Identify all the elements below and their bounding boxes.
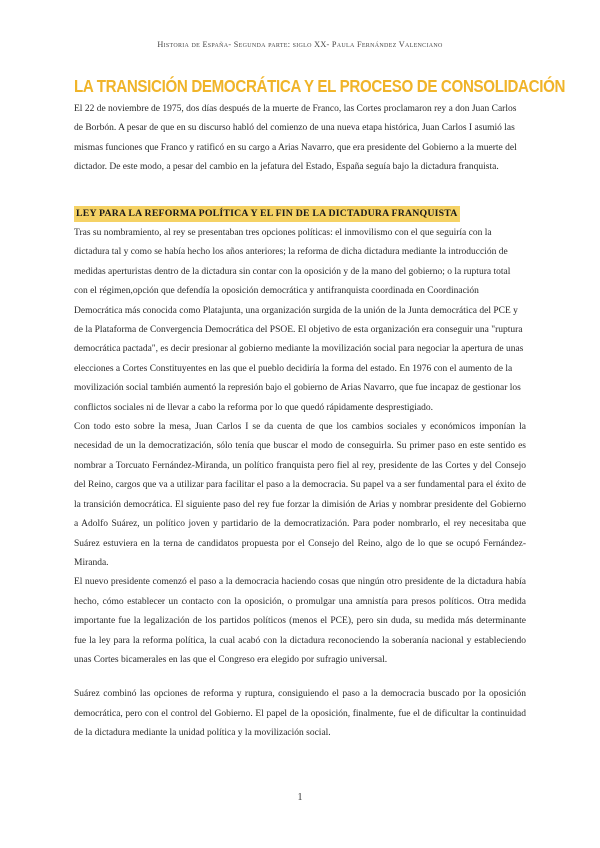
section-heading: LEY PARA LA REFORMA POLÍTICA Y EL FIN DE LA DICTADURA FRANQUISTA — [74, 206, 460, 222]
paragraph: Suárez combinó las opciones de reforma y ruptura, consiguiendo el paso a la democracia buscado por la oposición democrática, pero con el control del Gobierno. El papel de la oposición, finalmente, fue el de dificultar la continuidad de la dictadura mediante la unidad política y la movilización social. — [74, 689, 526, 739]
section-body — [74, 224, 526, 744]
paragraph-spacer — [74, 670, 526, 685]
paragraph: Con todo esto sobre la mesa, Juan Carlos I se da cuenta de que los cambios sociales y económicos imponían la necesidad de un la democratización, sólo tenía que buscar el modo de conseguirla. Su primer paso en este sentido es nombrar a Torcuato Fernández-Miranda, un político franquista pero fiel al rey, presidente de las Cortes y del Consejo del Reino, cargos que va a utilizar para facilitar el paso a la democracia. Su papel va a ser fundamental para el éxito de la transición democrática. El siguiente paso del rey fue forzar la dimisión de Arias y nombrar presidente del Gobierno a Adolfo Suárez, un político joven y partidario de la democratización. Para poder nombrarlo, el rey necesitaba que Suárez estuviera en la terna de candidatos propuesta por el Consejo del Reino, algo de lo que se ocupó Fernández-Miranda. — [74, 422, 526, 568]
paragraph: El nuevo presidente comenzó el paso a la democracia haciendo cosas que ningún otro presidente de la dictadura había hecho, cómo establecer un contacto con la oposición, o promulgar una amnistía para presos políticos. Otra medida importante fue la legalización de los partidos políticos (menos el PCE), pero sin duda, su medida más determinante fue la ley para la reforma política, la cual acabó con la dictadura reconociendo la soberanía nacional y estableciendo unas Cortes bicamerales en las que el Congreso era elegido por sufragio universal. — [74, 577, 526, 665]
intro-paragraph — [74, 100, 526, 178]
paragraph: Tras su nombramiento, al rey se presentaban tres opciones políticas: el inmovilismo con el que seguiría con la dictadura tal y como se había hecho los años anteriores; la reforma de dicha dictadura mediante la introducción de medidas aperturistas dentro de la dictadura sin contar con la oposición y de la mano del gobierno; o la ruptura total con el régimen,opción que defendía la oposición democrática y antifranquista coordinada en Coordinación Democrática más conocida como Platajunta, una organización surgida de la unión de la Junta democrática del PCE y de la Plataforma de Convergencia Democrática del PSOE. El objetivo de esta organización era conseguir una "ruptura democrática pactada", es decir presionar al gobierno mediante la movilización social para negociar la apertura de unas elecciones a Cortes Constituyentes en las que el pueblo decidiría la forma del estado. En 1976 con el aumento de la movilización social también aumentó la represión bajo el gobierno de Arias Navarro, que fue incapaz de gestionar los conflictos sociales ni de llevar a cabo la reforma por lo que quedó rápidamente desprestigiado. — [74, 228, 524, 413]
page-title: LA TRANSICIÓN DEMOCRÁTICA Y EL PROCESO DE CONSOLIDACIÓN — [74, 76, 566, 96]
paragraph: El 22 de noviembre de 1975, dos días después de la muerte de Franco, las Cortes proclamaron rey a don Juan Carlos de Borbón. A pesar de que en su discurso habló del comienzo de una nueva etapa histórica, Juan Carlos I asumió las mismas funciones que Franco y ratificó en su cargo a Arias Navarro, que era presidente del Gobierno a la muerte del dictador. De este modo, a pesar del cambio en la jefatura del Estado, España seguía bajo la dictadura franquista. — [74, 104, 517, 173]
page-number: 1 — [297, 792, 303, 803]
running-header: Historia de España- Segunda parte: siglo XX- Paula Fernández Valenciano — [157, 40, 443, 49]
